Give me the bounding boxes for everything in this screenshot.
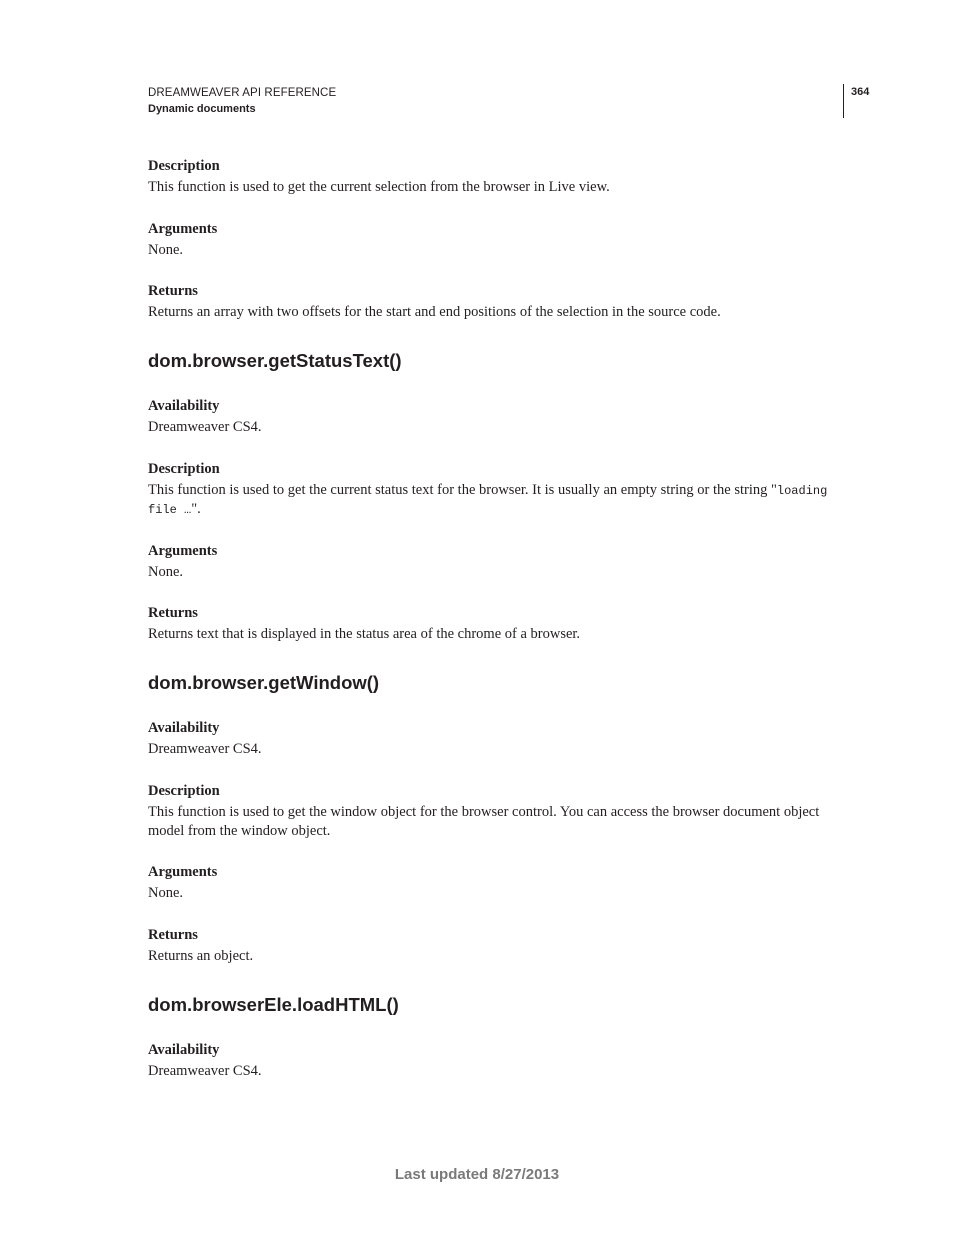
running-header-section: Dynamic documents xyxy=(148,103,256,115)
function-heading-getwindow: dom.browser.getWindow() xyxy=(148,672,380,693)
availability-text: Dreamweaver CS4. xyxy=(148,741,262,757)
arguments-text: None. xyxy=(148,564,184,580)
description-label: Description xyxy=(148,158,220,174)
description-line-1: This function is used to get the window object for the browser control. You can access the browser document object xyxy=(148,804,820,820)
availability-label: Availability xyxy=(148,398,220,414)
description-text: This function is used to get the current status text for the browser. It is usually an empty string or the string " xyxy=(148,482,777,498)
availability-text: Dreamweaver CS4. xyxy=(148,1063,262,1079)
function-heading-getstatustext: dom.browser.getStatusText() xyxy=(148,350,402,371)
header-divider xyxy=(843,84,844,118)
returns-label: Returns xyxy=(148,605,198,621)
running-header-title: DREAMWEAVER API REFERENCE xyxy=(148,87,337,99)
arguments-label: Arguments xyxy=(148,221,218,237)
arguments-label: Arguments xyxy=(148,543,218,559)
code-literal: file … xyxy=(148,503,192,517)
returns-text: Returns an array with two offsets for the start and end positions of the selection in the source code. xyxy=(148,304,721,320)
code-literal: loading xyxy=(776,484,828,498)
description-text: ". xyxy=(191,501,201,517)
function-heading-loadhtml: dom.browserEle.loadHTML() xyxy=(148,994,399,1015)
arguments-text: None. xyxy=(148,885,184,901)
returns-text: Returns an object. xyxy=(148,948,254,964)
description-line-2 xyxy=(148,501,201,518)
arguments-text: None. xyxy=(148,242,184,258)
availability-label: Availability xyxy=(148,1042,220,1058)
description-text: This function is used to get the current selection from the browser in Live view. xyxy=(148,179,610,195)
returns-label: Returns xyxy=(148,283,198,299)
description-label: Description xyxy=(148,783,220,799)
arguments-label: Arguments xyxy=(148,864,218,880)
returns-text: Returns text that is displayed in the status area of the chrome of a browser. xyxy=(148,626,581,642)
returns-label: Returns xyxy=(148,927,198,943)
availability-label: Availability xyxy=(148,720,220,736)
description-label: Description xyxy=(148,461,220,477)
description-line-2: model from the window object. xyxy=(148,823,331,839)
last-updated-footer: Last updated 8/27/2013 xyxy=(394,1166,560,1183)
description-line-1 xyxy=(148,482,827,499)
page-number: 364 xyxy=(851,86,870,98)
availability-text: Dreamweaver CS4. xyxy=(148,419,262,435)
